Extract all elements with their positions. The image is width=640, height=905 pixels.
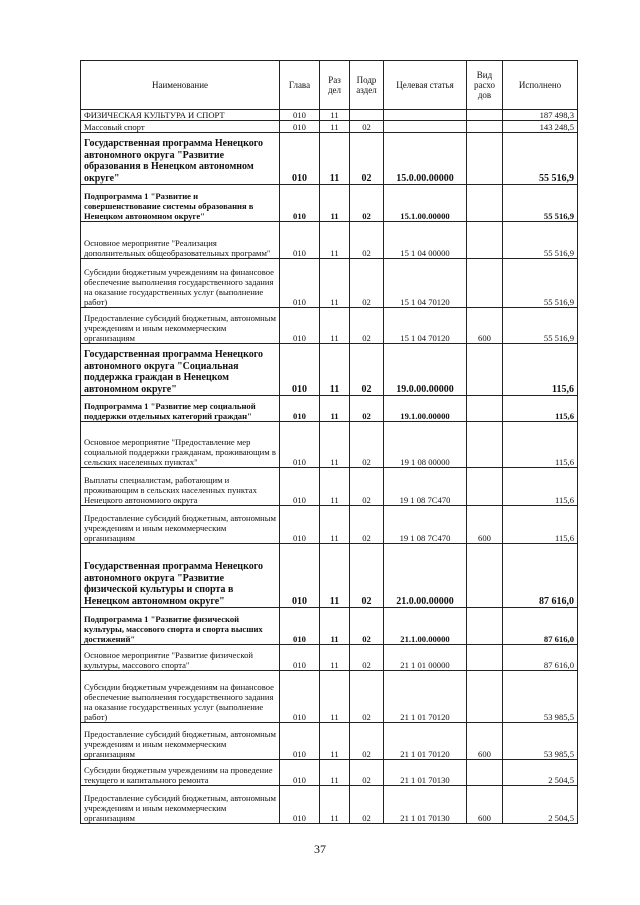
row-executed: 115,6 [503,422,578,468]
row-target: 15 1 04 70120 [384,308,467,344]
row-subsection: 02 [350,671,384,723]
row-section: 11 [320,671,350,723]
row-executed: 115,6 [503,506,578,544]
row-chapter: 010 [280,506,320,544]
header-section: Раз дел [320,61,350,110]
table-row [81,259,578,308]
row-name: Основное мероприятие "Развитие физической культуры, массового спорта" [81,645,280,671]
row-target: 19 1 08 7С470 [384,468,467,506]
page-number: 37 [314,842,326,856]
row-expense-type: 600 [467,723,503,760]
row-expense-type [467,344,503,396]
row-chapter: 010 [280,608,320,645]
row-target: 19 1 08 7С470 [384,506,467,544]
row-expense-type: 600 [467,308,503,344]
row-expense-type [467,760,503,786]
row-subsection: 02 [350,544,384,608]
row-expense-type: 600 [467,506,503,544]
row-expense-type [467,185,503,222]
row-name: Основное мероприятие "Реализация дополнительных общеобразовательных программ" [81,222,280,259]
table-row [81,786,578,824]
row-subsection: 02 [350,133,384,185]
row-chapter: 010 [280,645,320,671]
row-executed: 55 516,9 [503,308,578,344]
table-row [81,608,578,645]
row-target [384,110,467,121]
row-section: 11 [320,185,350,222]
row-section: 11 [320,344,350,396]
table-row [81,308,578,344]
row-executed: 115,6 [503,468,578,506]
row-expense-type [467,544,503,608]
row-target: 19 1 08 00000 [384,422,467,468]
row-name: Предоставление субсидий бюджетным, автономным учреждениям и иным некоммерческим организациям [81,786,280,824]
row-target: 19.1.00.00000 [384,396,467,422]
table-row [81,344,578,396]
row-name: Основное мероприятие "Предоставление мер социальной поддержки гражданам, проживающим в сельских населенных пунктах" [81,422,280,468]
row-target: 21 1 01 70120 [384,723,467,760]
row-subsection: 02 [350,308,384,344]
row-chapter: 010 [280,222,320,259]
row-subsection: 02 [350,422,384,468]
row-chapter: 010 [280,344,320,396]
row-name: Предоставление субсидий бюджетным, автономным учреждениям и иным некоммерческим организациям [81,506,280,544]
row-name: Государственная программа Ненецкого автономного округа "Социальная поддержка граждан в Ненецком автономном округе" [81,344,280,396]
row-subsection: 02 [350,259,384,308]
row-name: Подпрограмма 1 "Развитие и совершенствование системы образования в Ненецком автономном округе" [81,185,280,222]
row-subsection: 02 [350,786,384,824]
header-expense-type: Вид расхо дов [467,61,503,110]
row-executed: 2 504,5 [503,760,578,786]
row-target: 15 1 04 70120 [384,259,467,308]
row-executed: 55 516,9 [503,259,578,308]
row-target: 21 1 01 70130 [384,760,467,786]
row-expense-type [467,259,503,308]
row-section: 11 [320,121,350,133]
row-section: 11 [320,396,350,422]
header-executed: Исполнено [503,61,578,110]
row-executed: 53 985,5 [503,671,578,723]
row-chapter: 010 [280,544,320,608]
row-target: 15.0.00.00000 [384,133,467,185]
row-subsection: 02 [350,344,384,396]
row-chapter: 010 [280,723,320,760]
row-section: 11 [320,308,350,344]
row-executed: 87 616,0 [503,544,578,608]
row-chapter: 010 [280,468,320,506]
row-name: Предоставление субсидий бюджетным, автономным учреждениям и иным некоммерческим организациям [81,723,280,760]
row-subsection: 02 [350,608,384,645]
header-name: Наименование [81,61,280,110]
row-chapter: 010 [280,396,320,422]
row-expense-type [467,468,503,506]
row-expense-type [467,121,503,133]
header-chapter: Глава [280,61,320,110]
row-section: 11 [320,608,350,645]
row-executed: 55 516,9 [503,222,578,259]
row-expense-type [467,222,503,259]
row-subsection: 02 [350,222,384,259]
table-row [81,468,578,506]
row-expense-type [467,133,503,185]
row-subsection [350,110,384,121]
row-executed: 53 985,5 [503,723,578,760]
row-name: Субсидии бюджетным учреждениям на финансовое обеспечение выполнения государственного задания на оказание государственных услуг (выполнение работ) [81,671,280,723]
row-subsection: 02 [350,506,384,544]
row-executed: 143 248,5 [503,121,578,133]
table-row [81,222,578,259]
header-target: Целевая статья [384,61,467,110]
row-target: 21.0.00.00000 [384,544,467,608]
row-expense-type [467,396,503,422]
header-subsection: Подр аздел [350,61,384,110]
table-row [81,506,578,544]
row-name: Государственная программа Ненецкого автономного округа "Развитие образования в Ненецком автономном округе" [81,133,280,185]
row-chapter: 010 [280,671,320,723]
row-executed: 115,6 [503,344,578,396]
table-row [81,396,578,422]
row-section: 11 [320,645,350,671]
row-target: 21 1 01 70130 [384,786,467,824]
row-subsection: 02 [350,760,384,786]
row-section: 11 [320,422,350,468]
table-row [81,544,578,608]
table-header [81,61,578,110]
row-subsection: 02 [350,723,384,760]
row-target: 15.1.00.00000 [384,185,467,222]
row-expense-type [467,422,503,468]
row-subsection: 02 [350,121,384,133]
row-section: 11 [320,110,350,121]
row-executed: 55 516,9 [503,185,578,222]
table-row [81,723,578,760]
table-row [81,110,578,121]
row-chapter: 010 [280,110,320,121]
row-executed: 87 616,0 [503,645,578,671]
row-executed: 115,6 [503,396,578,422]
row-chapter: 010 [280,422,320,468]
row-name: Массовый спорт [81,121,280,133]
row-section: 11 [320,786,350,824]
row-name: Субсидии бюджетным учреждениям на финансовое обеспечение выполнения государственного задания на оказание государственных услуг (выполнение работ) [81,259,280,308]
table-row [81,760,578,786]
row-section: 11 [320,544,350,608]
row-section: 11 [320,259,350,308]
row-chapter: 010 [280,121,320,133]
row-expense-type [467,671,503,723]
row-target: 21 1 01 00000 [384,645,467,671]
row-section: 11 [320,468,350,506]
table-row [81,185,578,222]
row-chapter: 010 [280,133,320,185]
row-target: 21.1.00.00000 [384,608,467,645]
row-section: 11 [320,222,350,259]
row-name: Государственная программа Ненецкого автономного округа "Развитие физической культуры и спорта в Ненецком автономном округе" [81,544,280,608]
table-row [81,121,578,133]
row-chapter: 010 [280,786,320,824]
row-section: 11 [320,760,350,786]
row-executed: 87 616,0 [503,608,578,645]
row-subsection: 02 [350,645,384,671]
row-name: ФИЗИЧЕСКАЯ КУЛЬТУРА И СПОРТ [81,110,280,121]
row-name: Предоставление субсидий бюджетным, автономным учреждениям и иным некоммерческим организациям [81,308,280,344]
row-executed: 55 516,9 [503,133,578,185]
row-section: 11 [320,506,350,544]
row-target: 21 1 01 70120 [384,671,467,723]
row-expense-type: 600 [467,786,503,824]
row-chapter: 010 [280,185,320,222]
row-expense-type [467,645,503,671]
row-chapter: 010 [280,259,320,308]
row-chapter: 010 [280,308,320,344]
row-executed: 2 504,5 [503,786,578,824]
row-target: 15 1 04 00000 [384,222,467,259]
row-section: 11 [320,133,350,185]
row-name: Подпрограмма 1 "Развитие физической культуры, массового спорта и спорта высших достижений" [81,608,280,645]
row-subsection: 02 [350,185,384,222]
row-expense-type [467,110,503,121]
row-subsection: 02 [350,468,384,506]
row-target: 19.0.00.00000 [384,344,467,396]
row-chapter: 010 [280,760,320,786]
row-section: 11 [320,723,350,760]
row-expense-type [467,608,503,645]
row-target [384,121,467,133]
row-subsection: 02 [350,396,384,422]
table-row [81,671,578,723]
row-name: Выплаты специалистам, работающим и проживающим в сельских населенных пунктах Ненецкого автономного округа [81,468,280,506]
table-row [81,133,578,185]
budget-table [80,60,578,824]
table-row [81,645,578,671]
row-name: Подпрограмма 1 "Развитие мер социальной поддержки отдельных категорий граждан" [81,396,280,422]
row-executed: 187 498,3 [503,110,578,121]
row-name: Субсидии бюджетным учреждениям на проведение текущего и капитального ремонта [81,760,280,786]
table-row [81,422,578,468]
